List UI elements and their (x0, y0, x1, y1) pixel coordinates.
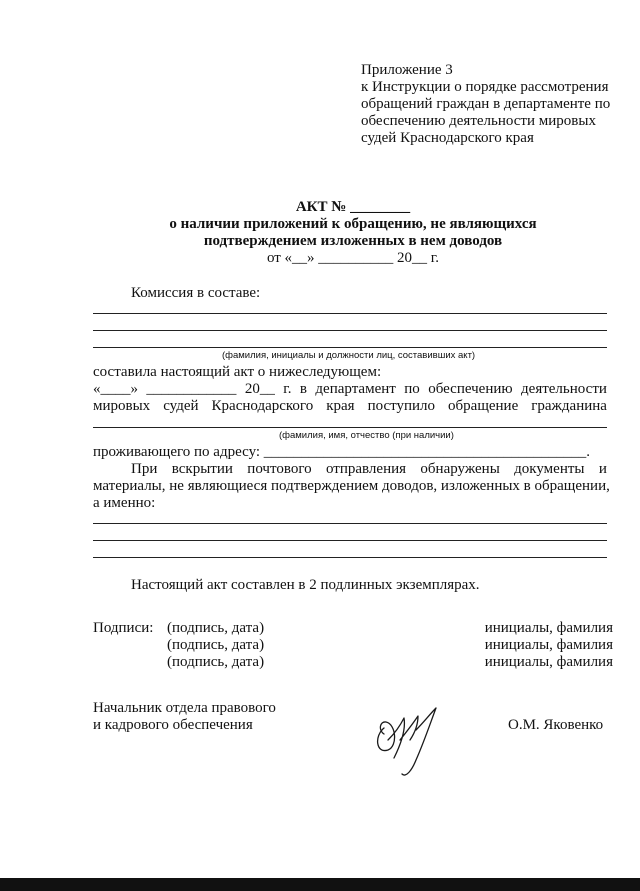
official-position-1: Начальник отдела правового (93, 700, 276, 716)
initials-placeholder: инициалы, фамилия (484, 620, 613, 636)
fill-line (93, 540, 607, 541)
scan-edge-bar (0, 878, 640, 891)
body-line-6: а именно: (93, 495, 156, 511)
handwritten-signature (370, 700, 450, 780)
act-date: от «__» __________ 20__ г. (266, 250, 440, 266)
text-word: деятельности (521, 381, 607, 397)
fill-line (93, 523, 607, 524)
text-word: документы (514, 461, 585, 477)
appendix-line-1: Приложение 3 (361, 62, 453, 78)
text-word: «____» (93, 381, 138, 397)
text-word: и (598, 461, 607, 477)
text-word: г. (283, 381, 292, 397)
body-line-2 (93, 381, 607, 398)
name-hint: (фамилия, имя, отчество (при наличии) (279, 430, 454, 441)
text-word: обнаружены (420, 461, 500, 477)
initials-placeholder: инициалы, фамилия (484, 654, 613, 670)
text-word: почтового (247, 461, 312, 477)
text-word: поступило (367, 398, 436, 414)
act-subtitle-2: подтверждением изложенных в нем доводов (203, 233, 503, 249)
signatures-label: Подписи: (93, 620, 154, 636)
appendix-line-4: обеспечению деятельности мировых (361, 113, 596, 129)
fill-line (93, 313, 607, 314)
text-word: вскрытии (171, 461, 233, 477)
initials-placeholder: инициалы, фамилия (484, 637, 613, 653)
text-word: судей (163, 398, 199, 414)
fill-line (93, 427, 607, 428)
text-word: гражданина (531, 398, 607, 414)
act-title: АКТ № ________ (295, 199, 411, 215)
text-word: по (404, 381, 420, 397)
signature-placeholder: (подпись, дата) (167, 620, 265, 636)
official-position-2: и кадрового обеспечения (93, 717, 253, 733)
copies-statement: Настоящий акт составлен в 2 подлинных экземплярах. (131, 577, 480, 593)
body-line-3 (93, 398, 607, 415)
fill-line (93, 557, 607, 558)
text-word: мировых (93, 398, 151, 414)
signature-placeholder: (подпись, дата) (167, 654, 265, 670)
commission-label: Комиссия в составе: (131, 285, 261, 301)
act-subtitle-1: о наличии приложений к обращению, не являющихся (169, 216, 537, 232)
text-word: департамент (315, 381, 396, 397)
text-word: обеспечению (428, 381, 513, 397)
body-line-5: материалы, не являющиеся подтверждением доводов, изложенных в обращении, (93, 478, 610, 494)
commission-hint: (фамилия, инициалы и должности лиц, составивших акт) (222, 350, 476, 361)
text-word: края (326, 398, 355, 414)
official-name: О.М. Яковенко (508, 717, 604, 733)
appendix-line-2: к Инструкции о порядке рассмотрения (361, 79, 609, 95)
body-line-1: составила настоящий акт о нижеследующем: (93, 364, 382, 380)
text-word: обращение (448, 398, 519, 414)
address-line: проживающего по адресу: ___________________________________________. (93, 444, 591, 460)
fill-line (93, 330, 607, 331)
text-word: При (131, 461, 158, 477)
fill-line (93, 347, 607, 348)
signature-placeholder: (подпись, дата) (167, 637, 265, 653)
text-word: ____________ (146, 381, 237, 397)
text-word: в (299, 381, 307, 397)
text-word: Краснодарского (211, 398, 314, 414)
text-word: 20__ (244, 381, 275, 397)
body-line-4 (131, 461, 607, 478)
text-word: отправления (326, 461, 407, 477)
appendix-line-5: судей Краснодарского края (361, 130, 534, 146)
appendix-line-3: обращений граждан в департаменте по (361, 96, 611, 112)
